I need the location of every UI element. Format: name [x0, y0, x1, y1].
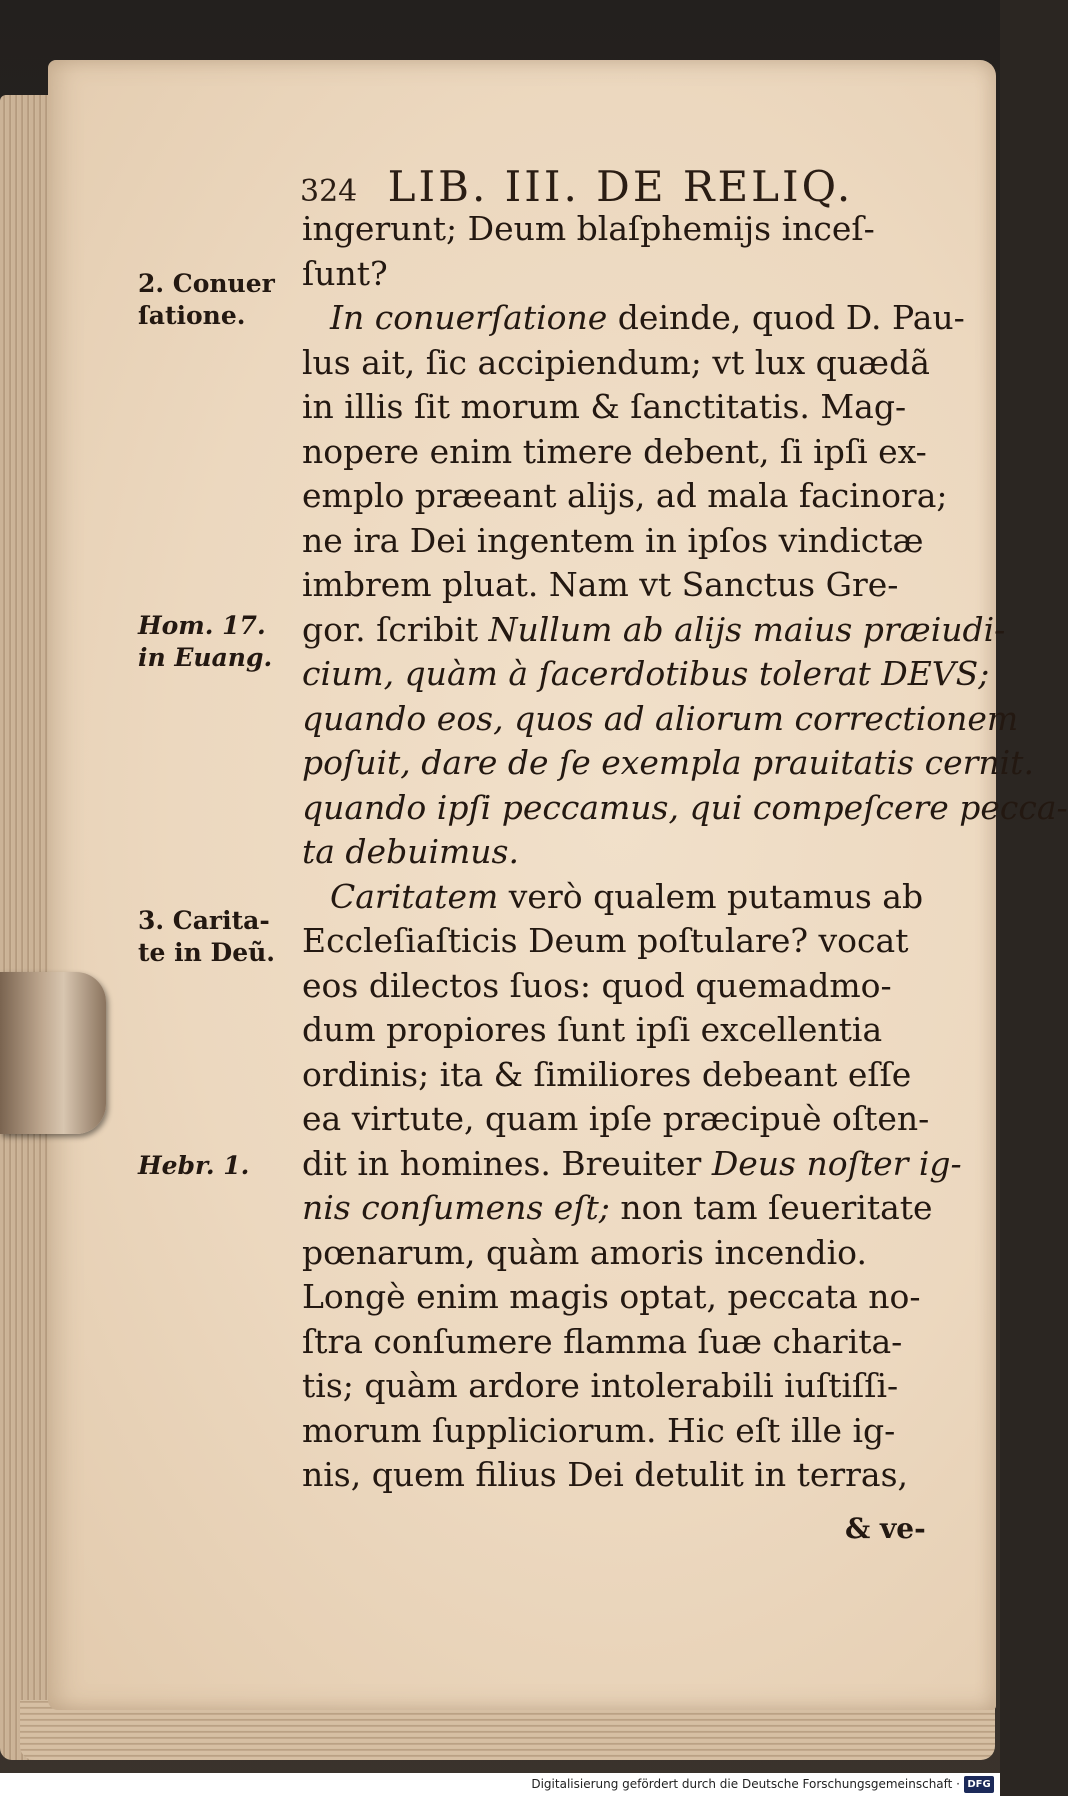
- text-line: [302, 1275, 952, 1320]
- text-line: [302, 430, 952, 475]
- text-line: [302, 1231, 952, 1276]
- text-segment: ea virtute, quam ipſe præcipuè oſten-: [302, 1099, 930, 1138]
- text-line: [302, 1409, 952, 1454]
- running-title: LIB. III. DE RELIQ.: [387, 162, 854, 211]
- digitization-footer: [0, 1773, 1000, 1796]
- text-segment: nopere enim timere debent, ſi ipſi ex-: [302, 431, 927, 471]
- text-segment: ordinis; ita & ſimiliores debeant eſſe: [302, 1054, 912, 1094]
- text-segment: eos dilectos ſuos: quod quemadmo-: [302, 965, 892, 1005]
- text-segment: morum ſuppliciorum. Hic eſt ille ig-: [302, 1410, 896, 1450]
- text-line: [302, 919, 952, 964]
- text-line: [302, 519, 952, 564]
- text-line: [302, 1142, 962, 1187]
- catchword: & ve-: [845, 1512, 926, 1545]
- text-line: [302, 1320, 952, 1365]
- text-line: [302, 207, 952, 252]
- text-line: [302, 830, 952, 875]
- italic-segment: ta debuimus.: [302, 832, 519, 871]
- text-line: [302, 652, 990, 697]
- text-line: [302, 296, 965, 341]
- text-line: [302, 1053, 952, 1098]
- dfg-logo: DFG: [964, 1776, 994, 1793]
- text-segment: Eccleſiaſticis Deum poſtulare? vocat: [302, 921, 909, 960]
- text-segment: lus ait, ſic accipiendum; vt lux quædã: [302, 342, 930, 382]
- text-line: [302, 875, 952, 920]
- italic-segment: Nullum ab alijs maius præiudi-: [488, 609, 1006, 649]
- text-segment: nis, quem filius Dei detulit in terras,: [302, 1455, 909, 1494]
- text-line: [302, 1364, 952, 1409]
- text-segment: ne ira Dei ingentem in ipſos vindictæ: [302, 520, 924, 560]
- marginal-line: in Euang.: [138, 643, 273, 672]
- text-line: [302, 741, 1034, 786]
- text-line: [302, 608, 1006, 653]
- text-line: [302, 341, 952, 386]
- funding-notice: Digitalisierung gefördert durch die Deutsche Forschungsgemeinschaft ·: [531, 1777, 960, 1791]
- text-segment: ſunt?: [302, 253, 388, 293]
- text-segment: tis; quàm ardore intolerabili iuſtiſſi-: [302, 1366, 899, 1405]
- italic-segment: Caritatem: [330, 876, 499, 916]
- text-line: [302, 964, 952, 1009]
- running-head: [300, 162, 900, 211]
- body-text: [302, 207, 1068, 1498]
- book-clasp: [0, 972, 106, 1134]
- text-line: [302, 252, 952, 297]
- text-line: [302, 563, 952, 608]
- text-line: [302, 697, 1019, 742]
- marginal-note-conuersatione: [138, 268, 298, 332]
- text-segment: ingerunt; Deum blaſphemijs inceſ-: [302, 209, 875, 248]
- marginal-line: Hom. 17.: [138, 611, 266, 640]
- text-segment: non tam ſeueritate: [609, 1188, 933, 1227]
- italic-segment: In conuerſatione: [330, 298, 608, 337]
- text-line: [302, 1008, 952, 1053]
- text-segment: dit in homines. Breuiter: [302, 1143, 712, 1183]
- text-line: [302, 1186, 952, 1231]
- marginal-note-hebr-1: [138, 1150, 298, 1182]
- text-segment: dum propiores ſunt ipſi excellentia: [302, 1010, 883, 1049]
- italic-segment: poſuit, dare de ſe exempla prauitatis cernit.: [302, 743, 1034, 782]
- text-segment: emplo præeant alijs, ad mala facinora;: [302, 476, 948, 515]
- marginal-line: te in Deũ.: [138, 938, 275, 967]
- text-segment: Longè enim magis optat, peccata no-: [302, 1277, 921, 1316]
- text-segment: pœnarum, quàm amoris incendio.: [302, 1232, 867, 1272]
- marginal-line: 2. Conuer: [138, 269, 275, 298]
- text-segment: in illis ſit morum & ſanctitatis. Mag-: [302, 387, 907, 426]
- page-number: 324: [300, 174, 358, 209]
- marginal-line: ſatione.: [138, 301, 246, 330]
- text-segment: verò qualem putamus ab: [498, 876, 924, 916]
- text-line: [302, 786, 1068, 831]
- text-line: [302, 1453, 952, 1498]
- marginal-line: Hebr. 1.: [138, 1151, 250, 1180]
- italic-segment: Deus noſter ig-: [711, 1143, 962, 1183]
- text-segment: gor. ſcribit: [302, 609, 489, 649]
- text-segment: deinde, quod D. Pau-: [607, 298, 965, 337]
- text-segment: imbrem pluat. Nam vt Sanctus Gre-: [302, 565, 899, 604]
- marginal-note-caritate: [138, 905, 298, 969]
- marginal-line: 3. Carita-: [138, 906, 270, 935]
- italic-segment: nis conſumens eſt;: [302, 1188, 610, 1227]
- italic-segment: quando ipſi peccamus, qui compeſcere pecca-: [302, 787, 1068, 827]
- italic-segment: cium, quàm à ſacerdotibus tolerat DEVS;: [302, 654, 990, 693]
- italic-segment: quando eos, quos ad aliorum correctionem: [302, 698, 1019, 738]
- text-line: [302, 1097, 952, 1142]
- text-line: [302, 385, 952, 430]
- marginal-note-hom-17: [138, 610, 298, 674]
- text-segment: ſtra conſumere flamma ſuæ charita-: [302, 1321, 903, 1361]
- text-line: [302, 474, 952, 519]
